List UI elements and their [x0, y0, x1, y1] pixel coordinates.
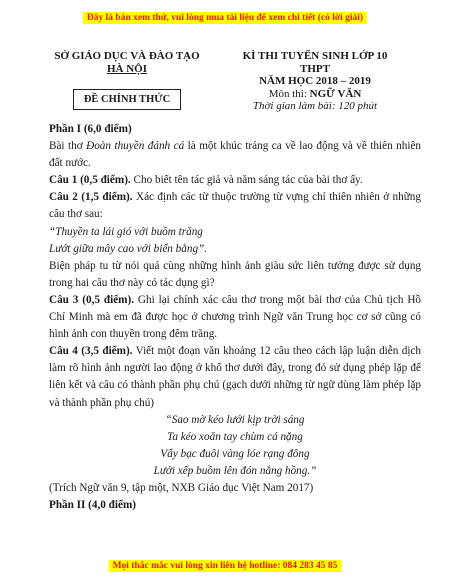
poem-title: Đoàn thuyền đánh cá — [86, 140, 185, 153]
part1-intro — [49, 138, 421, 172]
question-1-label: Câu 1 (0,5 điểm). — [49, 174, 131, 187]
q2-quote-line-1: “Thuyền ta lái gió với buồm trăng — [49, 225, 203, 238]
school-year: NĂM HỌC 2018 – 2019 — [259, 75, 371, 87]
question-2 — [49, 189, 421, 223]
question-2-label: Câu 2 (1,5 điểm). — [49, 191, 133, 204]
intro-text: Bài thơ — [49, 140, 87, 153]
exam-header — [230, 50, 400, 113]
question-3-label: Câu 3 (0,5 điểm). — [49, 293, 135, 306]
subject-name: NGỮ VĂN — [309, 87, 362, 100]
q2-quote-line-2: Lướt giữa mây cao với biển bằng”. — [49, 242, 208, 255]
question-2-followup: Biện pháp tu từ nói quá cùng những hình ảnh giàu sức liên tưởng được sử dụng trong hai câu thơ này có tác dụng gì? — [49, 259, 421, 289]
hotline-banner: Mọi thắc mắc vui lòng xin liên hệ hotline: 084 283 45 85 — [109, 560, 342, 572]
poem-line-2: Ta kéo xoăn tay chùm cá nặng — [167, 430, 303, 443]
issuer-line-2: HÀ NỘI — [106, 63, 148, 75]
poem-line-1: “Sao mờ kéo lưới kịp trời sáng — [165, 413, 305, 426]
question-3-text: Ghi lại chính xác câu thơ trong một bài thơ của Chủ tịch Hồ Chí Minh mà em đã được học ở chương trình Ngữ văn Trung học cơ sở cũng có hình ảnh con thuyền trong đêm trăng. — [49, 293, 421, 341]
preview-banner: Đây là bản xem thử, vui lòng mua tài liệu để xem chi tiết (có lời giải) — [83, 12, 367, 24]
question-2-text: Xác định các từ thuộc trường từ vựng chỉ thiên nhiên ở những câu thơ sau: — [49, 191, 421, 221]
question-4-text: Viết một đoạn văn khoảng 12 câu theo cách lập luận diễn dịch làm rõ hình ảnh người lao động ở khổ thơ dưới đây, trong đó sử dụng phép lặp để liên kết và câu có thành phần phụ chú (gạch dưới những từ ngữ dùng làm phép lặp và thành phần phụ chú) — [49, 345, 421, 409]
issuer-line-1: SỞ GIÁO DỤC VÀ ĐÀO TẠO — [54, 50, 200, 62]
subject-line — [230, 88, 400, 101]
citation: (Trích Ngữ văn 9, tập một, NXB Giáo dục Việt Nam 2017) — [49, 481, 314, 494]
poem-line-4: Lưới xếp buồm lên đón nắng hồng.” — [153, 464, 317, 477]
question-4-label: Câu 4 (3,5 điểm). — [49, 345, 133, 358]
question-1-text: Cho biết tên tác giả và năm sáng tác của bài thơ ấy. — [130, 174, 363, 187]
official-badge: ĐỀ CHÍNH THỨC — [73, 89, 181, 110]
question-1 — [49, 172, 421, 189]
question-3 — [49, 292, 421, 343]
intro-text-end: là một khúc tráng ca về lao động và về thiên nhiên đất nước. — [49, 140, 422, 170]
part1-title: Phần I (6,0 điểm) — [49, 123, 132, 135]
subject-label: Môn thi: — [268, 87, 310, 100]
exam-title: KÌ THI TUYỂN SINH LỚP 10 THPT — [242, 50, 388, 75]
exam-duration: Thời gian làm bài: 120 phút — [252, 100, 378, 112]
part2-title: Phần II (4,0 điểm) — [49, 499, 137, 512]
exam-body — [49, 121, 421, 514]
question-4 — [49, 343, 421, 411]
poem-line-3: Vẩy bạc đuôi vàng lóe rạng đông — [160, 447, 310, 460]
issuer-header — [52, 50, 202, 110]
